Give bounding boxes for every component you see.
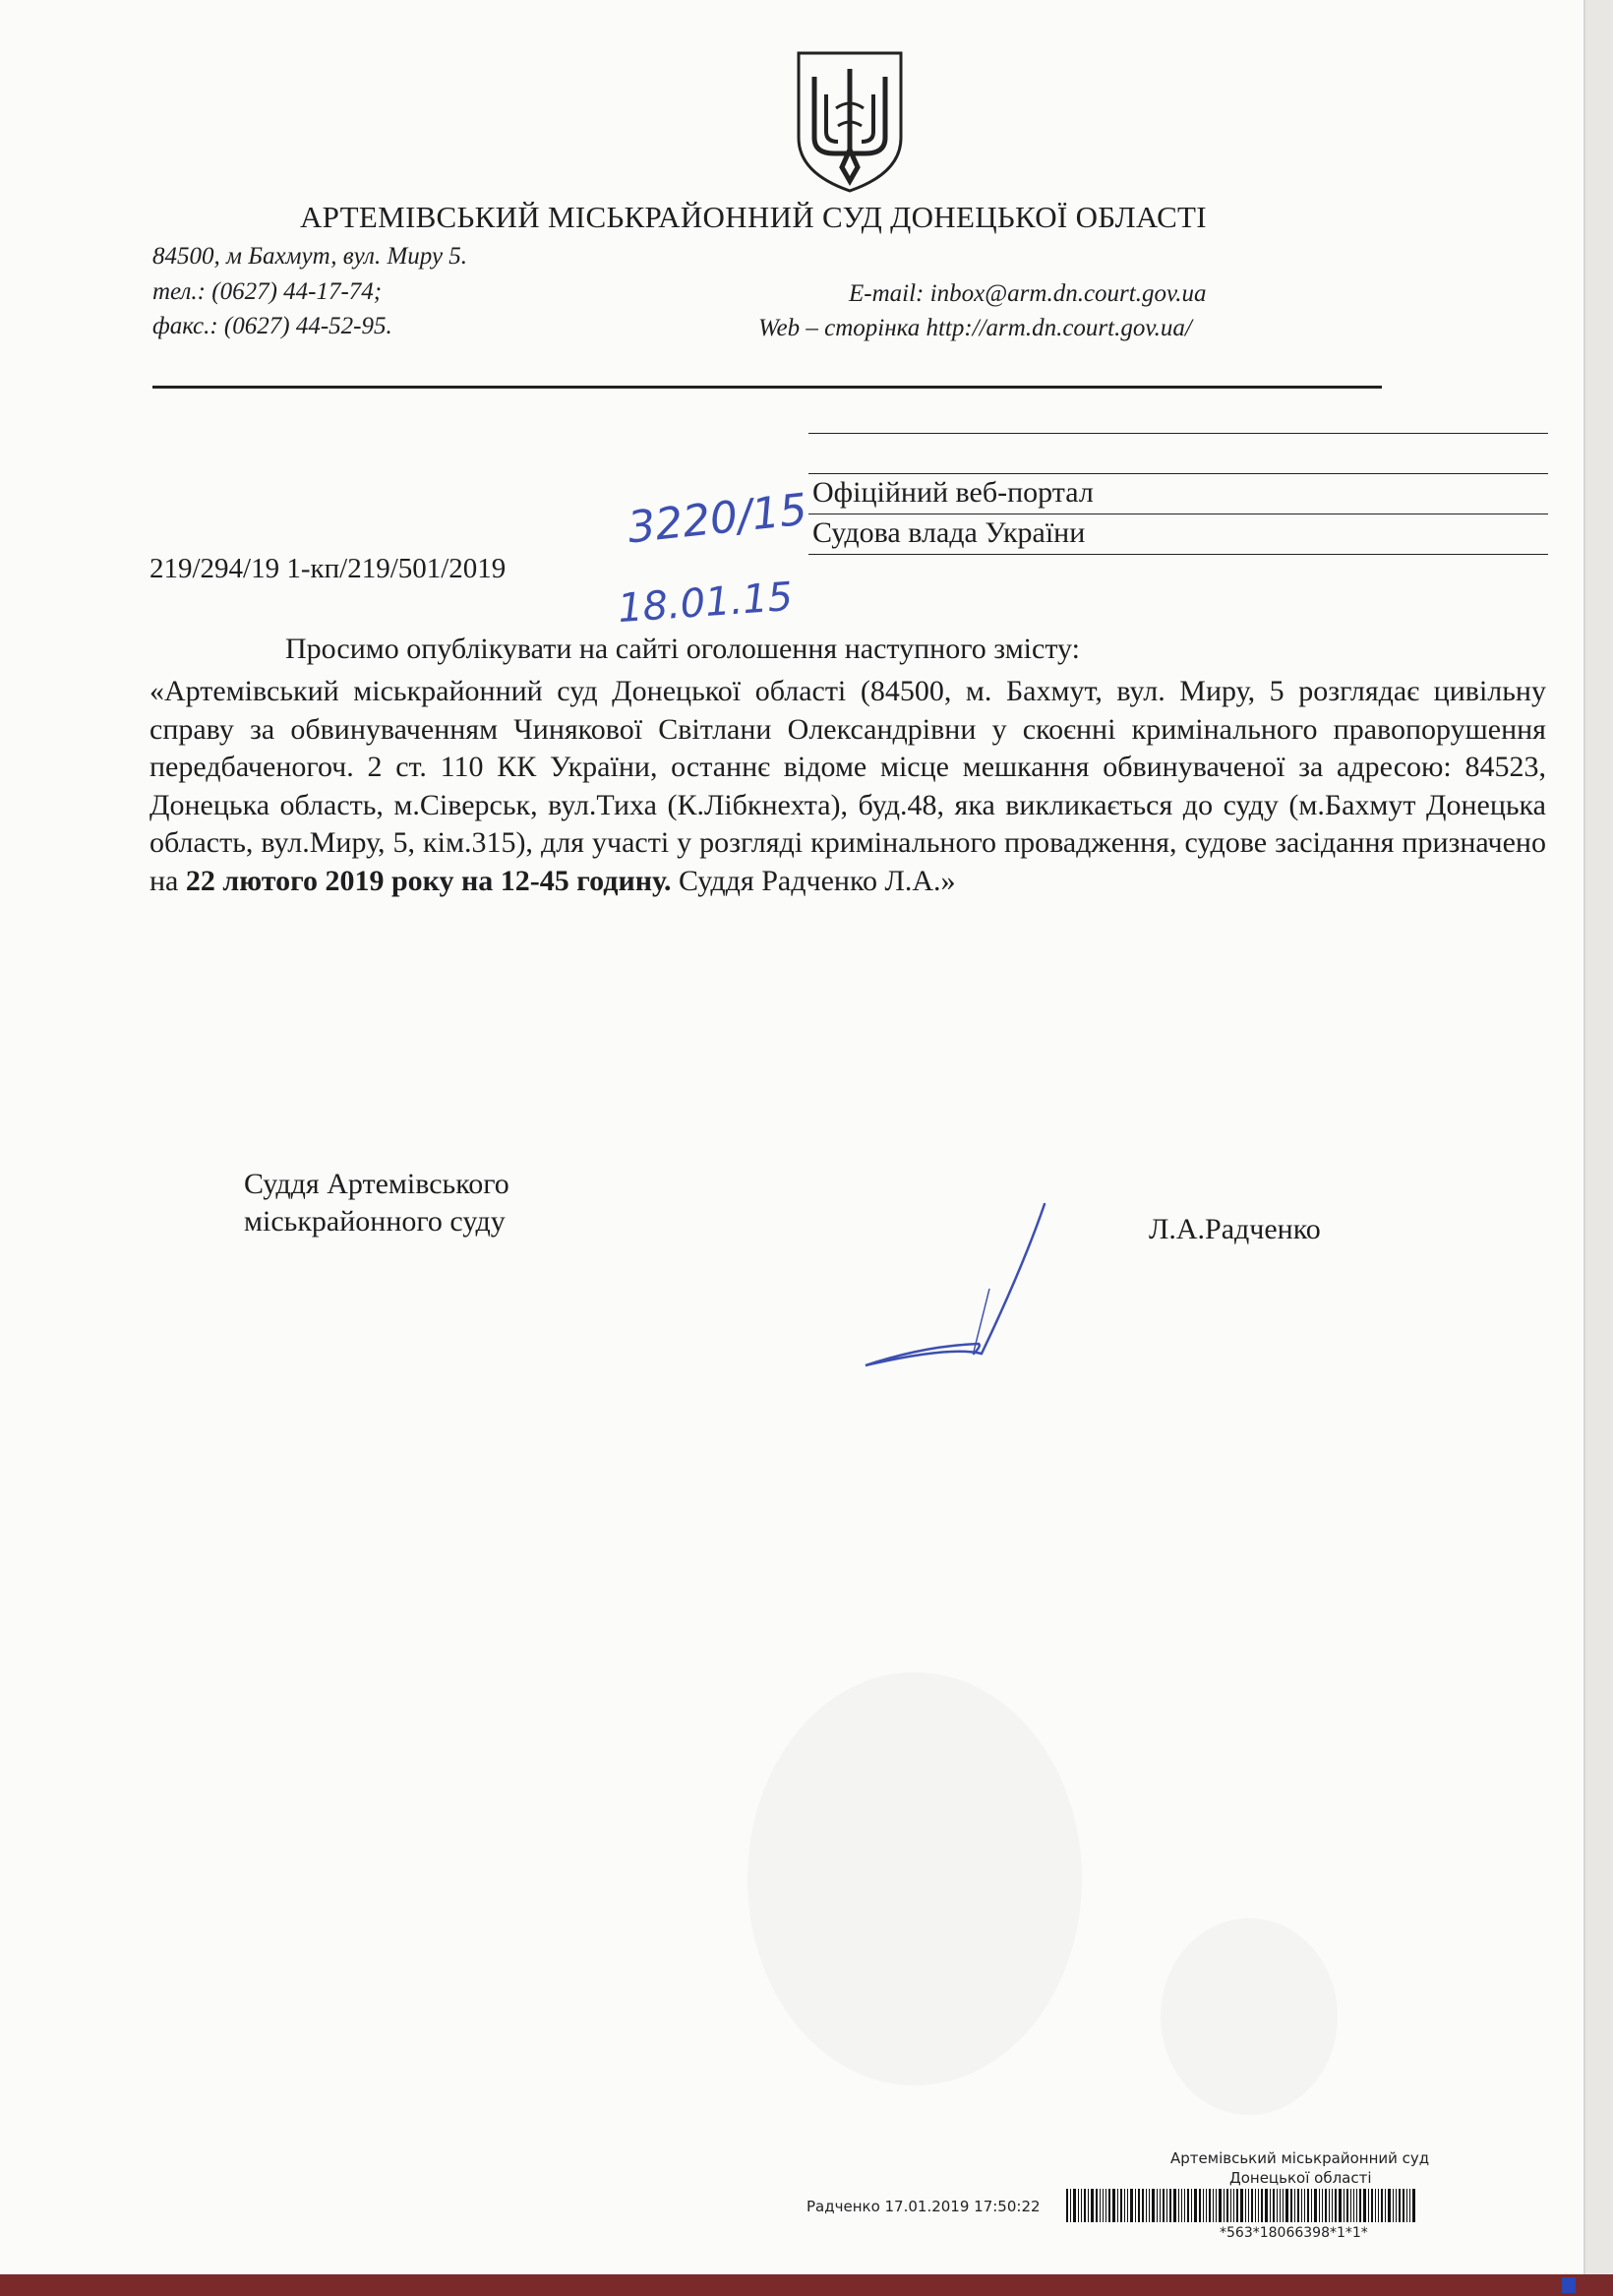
barcode-bar [1273, 2189, 1275, 2222]
court-phone: тел.: (0627) 44-17-74; [152, 278, 383, 305]
barcode-bar [1103, 2189, 1104, 2222]
barcode-bar [1406, 2189, 1407, 2222]
barcode-bar [1378, 2189, 1379, 2222]
barcode-bar [1403, 2189, 1404, 2222]
barcode-bar [1088, 2189, 1089, 2222]
barcode-bar [1332, 2189, 1333, 2222]
barcode-bar [1350, 2189, 1351, 2222]
barcode-bar [1375, 2189, 1376, 2222]
barcode-bar [1265, 2189, 1268, 2222]
barcode-bar [1181, 2189, 1182, 2222]
recipient-portal: Офіційний веб-портал [812, 476, 1094, 509]
barcode-bar [1301, 2189, 1302, 2222]
barcode-bar [1070, 2189, 1071, 2222]
barcode-bar [1412, 2189, 1415, 2222]
barcode-bar [1096, 2189, 1098, 2222]
scanner-edge [0, 2274, 1613, 2296]
barcode-bar [1184, 2189, 1185, 2222]
barcode-bar [1388, 2189, 1391, 2222]
barcode-bar [1160, 2189, 1161, 2222]
barcode-bar [1294, 2189, 1295, 2222]
barcode-bar [1209, 2189, 1211, 2222]
barcode-bar [1206, 2189, 1207, 2222]
barcode-bar [1066, 2189, 1068, 2222]
barcode-bar [1240, 2189, 1243, 2222]
scanner-marker [1562, 2277, 1576, 2293]
barcode-bar [1124, 2189, 1125, 2222]
coat-of-arms-emblem [793, 47, 907, 197]
barcode-bar [1270, 2189, 1271, 2222]
barcode-bar [1356, 2189, 1357, 2222]
barcode-bar [1135, 2189, 1136, 2222]
barcode-bar [1236, 2189, 1238, 2222]
recipient-judiciary: Судова влада України [812, 516, 1086, 549]
barcode-bar [1325, 2189, 1327, 2222]
barcode-bar [1363, 2189, 1366, 2222]
barcode-bar [1297, 2189, 1299, 2222]
recipient-line-1 [808, 433, 1548, 434]
barcode-bar [1233, 2189, 1234, 2222]
recipient-line-2 [808, 473, 1548, 474]
barcode-bar [1393, 2189, 1394, 2222]
barcode-bar [1120, 2189, 1122, 2222]
barcode-bar [1084, 2189, 1086, 2222]
barcode-bar [1152, 2189, 1155, 2222]
barcode-bar [1399, 2189, 1401, 2222]
barcode-bar [1173, 2189, 1176, 2222]
barcode-bar [1371, 2189, 1373, 2222]
barcode-bar [1319, 2189, 1320, 2222]
handwritten-incoming-number: 3220/15 [625, 484, 809, 554]
barcode-bar [1216, 2189, 1217, 2222]
barcode-bar [1335, 2189, 1337, 2222]
signatory-title-line-2: міськрайонного суду [244, 1205, 506, 1238]
barcode [1066, 2189, 1543, 2222]
barcode-bar [1290, 2189, 1292, 2222]
barcode-bar [1409, 2189, 1410, 2222]
court-address: 84500, м Бахмут, вул. Миру 5. [152, 243, 468, 270]
barcode-bar [1157, 2189, 1158, 2222]
barcode-bar [1130, 2189, 1133, 2222]
signatory-title-line-1: Суддя Артемівського [244, 1168, 509, 1200]
barcode-number: *563*18066398*1*1* [1220, 2225, 1368, 2241]
court-fax: факс.: (0627) 44-52-95. [152, 313, 392, 339]
barcode-bar [1163, 2189, 1165, 2222]
barcode-bar [1100, 2189, 1101, 2222]
court-email: E-mail: inbox@arm.dn.court.gov.ua [849, 280, 1207, 307]
signatory-title [244, 1166, 509, 1240]
barcode-bar [1277, 2189, 1278, 2222]
barcode-bar [1105, 2189, 1106, 2222]
barcode-bar [1381, 2189, 1383, 2222]
barcode-bar [1146, 2189, 1147, 2222]
signatory-name: Л.А.Радченко [1149, 1213, 1321, 1245]
request-intro: Просимо опублікувати на сайті оголошення наступного змісту: [285, 633, 1080, 665]
barcode-bar [1081, 2189, 1082, 2222]
barcode-bar [1251, 2189, 1253, 2222]
barcode-bar [1339, 2189, 1342, 2222]
court-name-heading: АРТЕМІВСЬКИЙ МІСЬКРАЙОННИЙ СУД ДОНЕЦЬКОЇ ОБЛАСТІ [300, 200, 1207, 234]
court-website: Web – сторінка http://arm.dn.court.gov.ua/ [758, 315, 1192, 341]
barcode-bar [1108, 2189, 1110, 2222]
barcode-bar [1169, 2189, 1171, 2222]
barcode-bar [1091, 2189, 1094, 2222]
handwritten-signature [856, 1198, 1052, 1370]
case-reference-numbers: 219/294/19 1-кп/219/501/2019 [149, 553, 507, 584]
barcode-bar [1112, 2189, 1115, 2222]
barcode-bar [1261, 2189, 1263, 2222]
barcode-bar [1078, 2189, 1079, 2222]
barcode-bar [1283, 2189, 1284, 2222]
registration-court-line-1: Артемівський міськрайонний суд [1170, 2149, 1430, 2167]
barcode-bar [1385, 2189, 1386, 2222]
barcode-bar [1117, 2189, 1118, 2222]
barcode-bar [1307, 2189, 1309, 2222]
barcode-bar [1226, 2189, 1228, 2222]
barcode-bar [1224, 2189, 1225, 2222]
barcode-bar [1127, 2189, 1128, 2222]
barcode-bar [1329, 2189, 1330, 2222]
barcode-bar [1346, 2189, 1348, 2222]
barcode-bar [1248, 2189, 1249, 2222]
barcode-bar [1359, 2189, 1361, 2222]
barcode-bar [1138, 2189, 1140, 2222]
barcode-bar [1149, 2189, 1150, 2222]
barcode-bar [1178, 2189, 1179, 2222]
barcode-bar [1396, 2189, 1397, 2222]
registration-stamp: Радченко 17.01.2019 17:50:22 [806, 2198, 1041, 2215]
registration-court-line-2: Донецької області [1229, 2169, 1372, 2187]
hearing-date-time: 22 лютого 2019 року на 12-45 годину. [185, 864, 672, 897]
header-divider [152, 386, 1382, 389]
barcode-bar [1073, 2189, 1076, 2222]
barcode-bar [1258, 2189, 1259, 2222]
barcode-bar [1199, 2189, 1201, 2222]
barcode-bar [1314, 2189, 1317, 2222]
barcode-bar [1245, 2189, 1246, 2222]
barcode-bar [1255, 2189, 1256, 2222]
announcement-text [149, 673, 1546, 900]
barcode-bar [1203, 2189, 1204, 2222]
barcode-bar [1187, 2189, 1189, 2222]
barcode-bar [1213, 2189, 1214, 2222]
barcode-bar [1230, 2189, 1231, 2222]
barcode-bar [1166, 2189, 1167, 2222]
barcode-bar [1353, 2189, 1354, 2222]
recipient-line-4 [808, 554, 1548, 555]
announcement-judge: Суддя Радченко Л.А.» [671, 864, 956, 897]
scan-smudge [747, 1672, 1082, 2085]
handwritten-date: 18.01.15 [616, 574, 795, 633]
barcode-bar [1219, 2189, 1222, 2222]
announcement-main: «Артемівський міськрайонний суд Донецької області (84500, м. Бахмут, вул. Миру, 5 розглядає цивільну справу за обвинуваченням Чинякової Світлани Олександрівни у скоєнні кримінального правопорушення передбаченогоч. 2 ст. 110 КК України, останнє відоме місце мешкання обвинуваченої за адресою: 84523, Донецька область, м.Сіверськ, вул.Тиха (К.Лібкнехта), буд.48, яка викликається до суду (м.Бахмут Донецька область, вул.Миру, 5, кім.315), для участі у розгляді кримінального провадження, судове засідання призначено на [149, 675, 1546, 897]
barcode-bar [1142, 2189, 1144, 2222]
barcode-bar [1191, 2189, 1192, 2222]
barcode-bar [1194, 2189, 1197, 2222]
barcode-bar [1304, 2189, 1305, 2222]
barcode-bar [1285, 2189, 1288, 2222]
barcode-bar [1368, 2189, 1369, 2222]
barcode-bar [1280, 2189, 1281, 2222]
scan-smudge [1161, 1918, 1338, 2115]
barcode-bar [1322, 2189, 1323, 2222]
barcode-bar [1311, 2189, 1312, 2222]
